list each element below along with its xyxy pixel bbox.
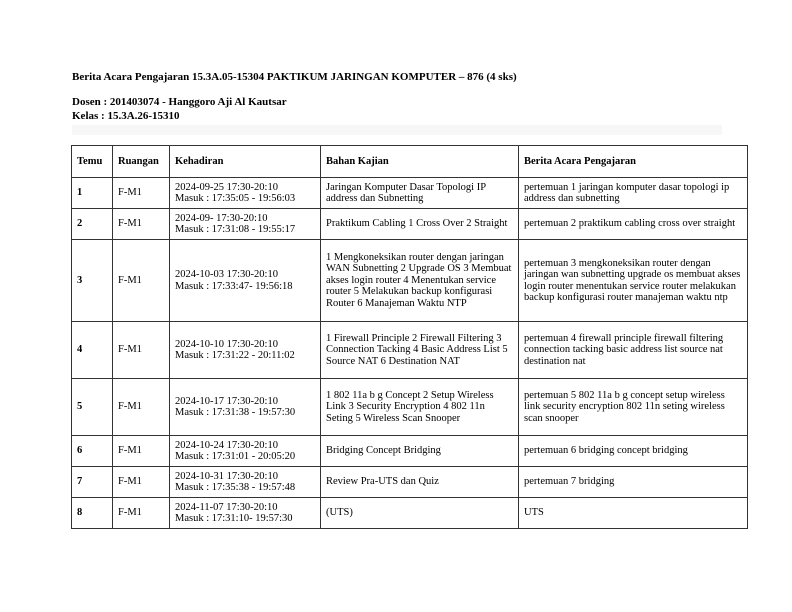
header-berita-acara: Berita Acara Pengajaran	[519, 146, 748, 178]
cell-bahan-kajian: Review Pra-UTS dan Quiz	[321, 467, 519, 498]
cell-berita-acara: pertemuan 6 bridging concept bridging	[519, 436, 748, 467]
cell-bahan-kajian: (UTS)	[321, 498, 519, 529]
cell-berita-acara: pertemuan 2 praktikum cabling cross over straight	[519, 209, 748, 240]
table-row	[72, 209, 748, 240]
teaching-report-table	[71, 145, 748, 529]
cell-berita-acara: pertemuan 5 802 11a b g concept setup wireless link security encryption 802 11n seting wireless scan snooper	[519, 379, 748, 436]
cell-temu: 5	[72, 379, 113, 436]
cell-berita-acara: pertemuan 3 mengkoneksikan router dengan jaringan wan subnetting upgrade os membuat akses login router menentukan service router melakukan backup konfigurasi router manajeman waktu ntp	[519, 240, 748, 322]
table-row	[72, 240, 748, 322]
cell-bahan-kajian: 1 Mengkoneksikan router dengan jaringan WAN Subnetting 2 Upgrade OS 3 Membuat akses login router 4 Menentukan service router 5 Melakukan backup konfigurasi Router 6 Manajeman Waktu NTP	[321, 240, 519, 322]
cell-ruangan: F-M1	[113, 379, 170, 436]
cell-berita-acara: pertemuan 1 jaringan komputer dasar topologi ip address dan subnetting	[519, 178, 748, 209]
cell-bahan-kajian: Praktikum Cabling 1 Cross Over 2 Straight	[321, 209, 519, 240]
cell-bahan-kajian: 1 802 11a b g Concept 2 Setup Wireless Link 3 Security Encryption 4 802 11n Seting 5 Wireless Scan Snooper	[321, 379, 519, 436]
kehadiran-jadwal: 2024-09-25 17:30-20:10	[175, 181, 278, 193]
kehadiran-masuk: Masuk : 17:31:01 - 20:05:20	[175, 451, 296, 462]
cell-kehadiran	[170, 322, 321, 379]
cell-ruangan: F-M1	[113, 436, 170, 467]
cell-temu: 1	[72, 178, 113, 209]
cell-bahan-kajian: 1 Firewall Principle 2 Firewall Filtering 3 Connection Tacking 4 Basic Address List 5 Source NAT 6 Destination NAT	[321, 322, 519, 379]
cell-kehadiran	[170, 467, 321, 498]
table-row	[72, 467, 748, 498]
header-ruangan: Ruangan	[113, 146, 170, 178]
cell-ruangan: F-M1	[113, 178, 170, 209]
cell-kehadiran	[170, 379, 321, 436]
kehadiran-jadwal: 2024-10-10 17:30-20:10	[175, 338, 278, 350]
cell-ruangan: F-M1	[113, 209, 170, 240]
cell-temu: 3	[72, 240, 113, 322]
cell-berita-acara: pertemuan 7 bridging	[519, 467, 748, 498]
cell-temu: 2	[72, 209, 113, 240]
cell-temu: 4	[72, 322, 113, 379]
cell-temu: 7	[72, 467, 113, 498]
cell-bahan-kajian: Bridging Concept Bridging	[321, 436, 519, 467]
cell-berita-acara: UTS	[519, 498, 748, 529]
cell-ruangan: F-M1	[113, 322, 170, 379]
table-row	[72, 322, 748, 379]
header-temu: Temu	[72, 146, 113, 178]
cell-kehadiran	[170, 178, 321, 209]
cell-kehadiran	[170, 498, 321, 529]
header-bahan-kajian: Bahan Kajian	[321, 146, 519, 178]
cell-berita-acara: pertemuan 4 firewall principle firewall filtering connection tacking basic address list source nat destination nat	[519, 322, 748, 379]
kehadiran-masuk: Masuk : 17:31:08 - 19:55:17	[175, 224, 296, 235]
cell-kehadiran	[170, 436, 321, 467]
table-row	[72, 379, 748, 436]
kehadiran-masuk: Masuk : 17:35:05 - 19:56:03	[175, 193, 296, 204]
lecturer-info: Dosen : 201403074 - Hanggoro Aji Al Kautsar	[72, 96, 287, 108]
kehadiran-jadwal: 2024-10-03 17:30-20:10	[175, 269, 278, 280]
kehadiran-masuk: Masuk : 17:31:38 - 19:57:30	[175, 407, 296, 418]
kehadiran-masuk: Masuk : 17:33:47- 19:56:18	[175, 280, 293, 292]
cell-kehadiran	[170, 240, 321, 322]
table-header-row	[72, 146, 748, 178]
cell-kehadiran	[170, 209, 321, 240]
table-row	[72, 178, 748, 209]
kehadiran-masuk: Masuk : 17:31:22 - 20:11:02	[175, 350, 295, 361]
kehadiran-masuk: Masuk : 17:35:38 - 19:57:48	[175, 482, 296, 493]
cell-temu: 8	[72, 498, 113, 529]
cell-ruangan: F-M1	[113, 240, 170, 322]
header-kehadiran: Kehadiran	[170, 146, 321, 178]
kehadiran-masuk: Masuk : 17:31:10- 19:57:30	[175, 513, 293, 524]
cell-ruangan: F-M1	[113, 498, 170, 529]
table-row	[72, 498, 748, 529]
cell-bahan-kajian: Jaringan Komputer Dasar Topologi IP address dan Subnetting	[321, 178, 519, 209]
kehadiran-jadwal: 2024-10-17 17:30-20:10	[175, 395, 278, 407]
kehadiran-jadwal: 2024-10-31 17:30-20:10	[175, 470, 278, 482]
class-info: Kelas : 15.3A.26-15310	[72, 110, 180, 122]
kehadiran-jadwal: 2024-10-24 17:30-20:10	[175, 439, 278, 451]
table-row	[72, 436, 748, 467]
kehadiran-jadwal: 2024-09- 17:30-20:10	[175, 212, 268, 224]
separator-band	[72, 125, 722, 135]
document-title: Berita Acara Pengajaran 15.3A.05-15304 PAKTIKUM JARINGAN KOMPUTER – 876 (4 sks)	[72, 71, 517, 83]
cell-ruangan: F-M1	[113, 467, 170, 498]
kehadiran-jadwal: 2024-11-07 17:30-20:10	[175, 501, 278, 513]
cell-temu: 6	[72, 436, 113, 467]
